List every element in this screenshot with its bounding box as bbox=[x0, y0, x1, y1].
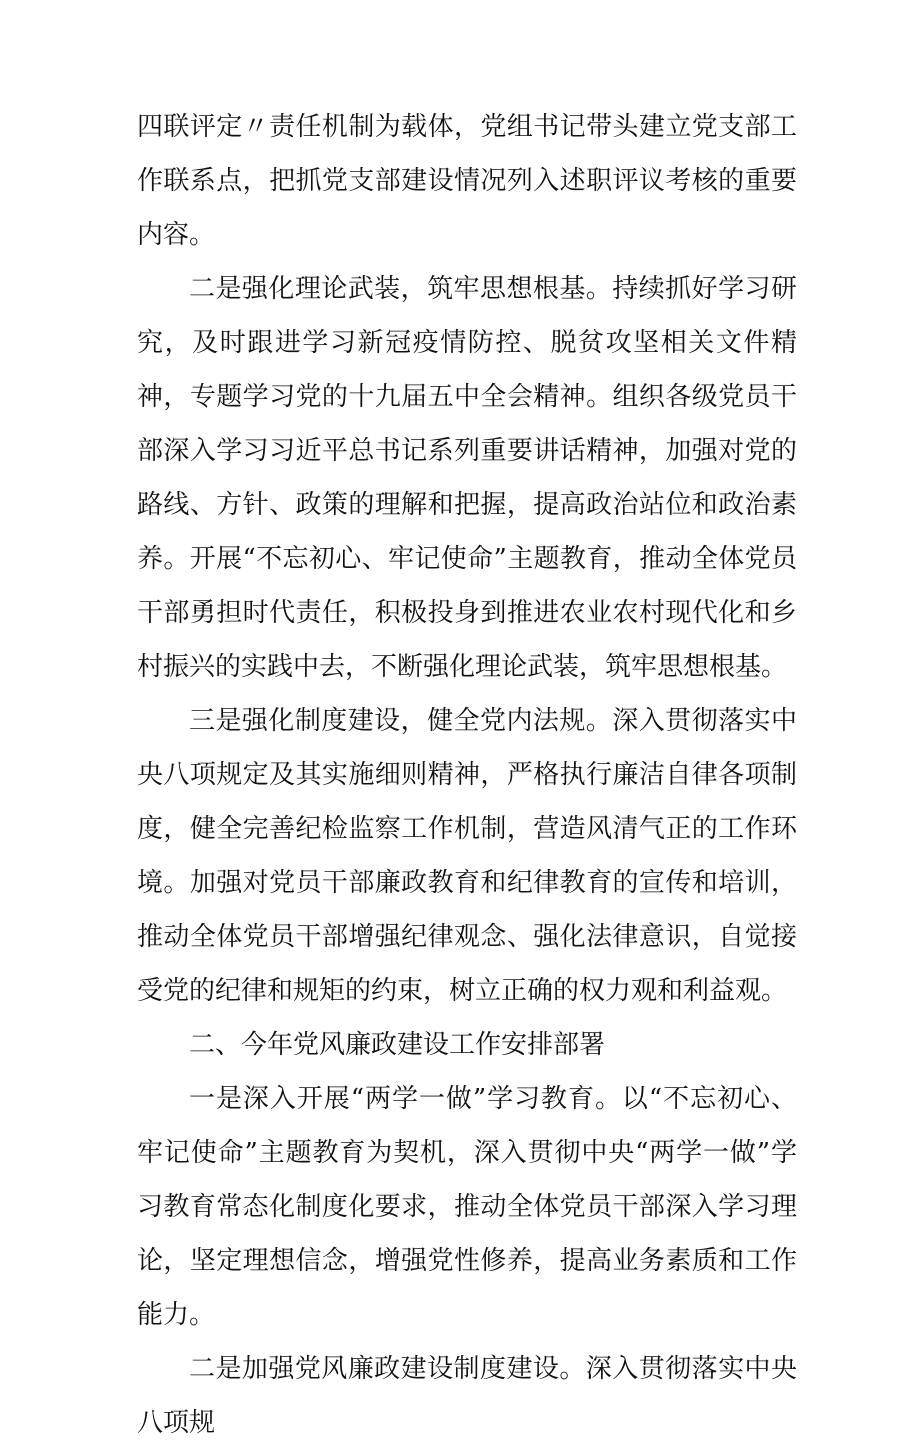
paragraph-continuation: 四联评定〃责任机制为载体，党组书记带头建立党支部工作联系点，把抓党支部建设情况列入述职评议考核的重要内容。 bbox=[137, 112, 797, 250]
paragraph-integrity-system: 二是加强党风廉政建设制度建设。深入贯彻落实中央八项规 bbox=[137, 1354, 797, 1438]
paragraph-system-building: 三是强化制度建设，健全党内法规。深入贯彻落实中央八项规定及其实施细则精神，严格执行廉洁自律各项制度，健全完善纪检监察工作机制，营造风清气正的工作环境。加强对党员干部廉政教育和纪律教育的宣传和培训，推动全体党员干部增强纪律观念、强化法律意识，自觉接受党的纪律和规矩的约束，树立正确的权力观和利益观。 bbox=[137, 706, 797, 1006]
document-body bbox=[137, 100, 797, 1450]
section-heading: 二、今年党风廉政建设工作安排部署 bbox=[189, 1030, 606, 1060]
paragraph-two-studies: 一是深入开展“两学一做”学习教育。以“不忘初心、牢记使命”主题教育为契机，深入贯彻中央“两学一做”学习教育常态化制度化要求，推动全体党员干部深入学习理论，坚定理想信念，增强党性修养，提高业务素质和工作能力。 bbox=[137, 1084, 797, 1330]
paragraph-theory-study: 二是强化理论武装，筑牢思想根基。持续抓好学习研究，及时跟进学习新冠疫情防控、脱贫攻坚相关文件精神，专题学习党的十九届五中全会精神。组织各级党员干部深入学习习近平总书记系列重要讲话精神，加强对党的路线、方针、政策的理解和把握，提高政治站位和政治素养。开展“不忘初心、牢记使命”主题教育，推动全体党员干部勇担时代责任，积极投身到推进农业农村现代化和乡村振兴的实践中去，不断强化理论武装，筑牢思想根基。 bbox=[137, 274, 797, 682]
